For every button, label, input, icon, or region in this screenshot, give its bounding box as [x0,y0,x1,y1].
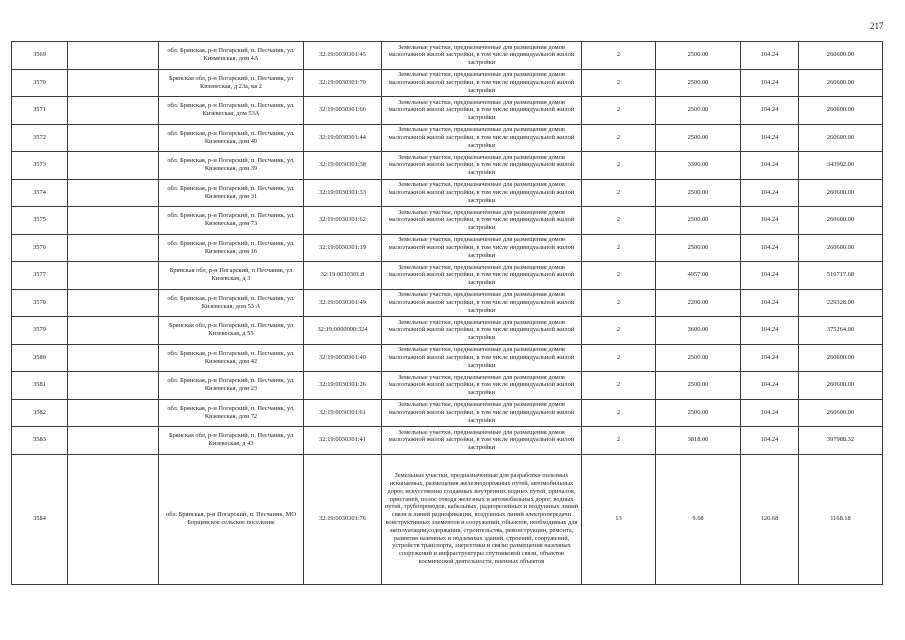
area-cell: 2500.00 [656,69,741,97]
blank-cell [68,454,159,584]
land-use-cell: Земельные участки, предназначенные для размещения домов малоэтажной жилой застройки, в том числе индивидуальной жилой застройки [382,317,582,345]
address-cell: обл. Брянская, р-н Погарский, п. Песчаник, ул. Кизевеская, дом 49 [159,124,304,152]
blank-cell [68,427,159,455]
table-row [12,399,883,427]
address-cell: обл. Брянская, р-н Погарский, п. Песчаник, ул. Кизевеская, дом 53А [159,97,304,125]
row-number-cell: 3582 [12,399,68,427]
cadastral-value-cell: 260600.00 [799,124,883,152]
group-code-cell: 2 [582,234,656,262]
blank-cell [68,152,159,180]
cadastral-value-cell: 343992.00 [799,152,883,180]
unit-value-cell: 104.24 [741,179,799,207]
area-cell: 2500.00 [656,207,741,235]
table-row [12,124,883,152]
cadastral-value-cell: 260600.00 [799,399,883,427]
area-cell: 9.68 [656,454,741,584]
row-number-cell: 3572 [12,124,68,152]
cadastral-value-cell: 260600.00 [799,179,883,207]
cadastral-number-cell: 32:19:0030301:61 [304,399,382,427]
row-number-cell: 3575 [12,207,68,235]
cadastral-value-cell: 260600.00 [799,372,883,400]
table-row [12,427,883,455]
address-cell: обл. Брянская, р-н Погарский, п. Песчаник, ул. Кизевеская, дом 42 [159,344,304,372]
unit-value-cell: 104.24 [741,124,799,152]
blank-cell [68,207,159,235]
page-number: 217 [870,21,884,31]
group-code-cell: 2 [582,69,656,97]
table-row [12,179,883,207]
group-code-cell: 2 [582,179,656,207]
area-cell: 2500.00 [656,344,741,372]
row-number-cell: 3570 [12,69,68,97]
unit-value-cell: 104.24 [741,372,799,400]
blank-cell [68,289,159,317]
group-code-cell: 2 [582,372,656,400]
area-cell: 2500.00 [656,97,741,125]
unit-value-cell: 104.24 [741,262,799,290]
land-use-cell: Земельные участки, предназначенные для размещения домов малоэтажной жилой застройки, в том числе индивидуальной жилой застройки [382,179,582,207]
unit-value-cell: 104.24 [741,399,799,427]
area-cell: 2500.00 [656,399,741,427]
row-number-cell: 3574 [12,179,68,207]
row-number-cell: 3581 [12,372,68,400]
area-cell: 4957.00 [656,262,741,290]
row-number-cell: 3576 [12,234,68,262]
row-number-cell: 3573 [12,152,68,180]
land-use-cell: Земельные участки, предназначенные для размещения домов малоэтажной жилой застройки, в том числе индивидуальной жилой застройки [382,262,582,290]
cadastral-number-cell: 32:19:0030301:49 [304,289,382,317]
cadastral-value-cell: 229328.00 [799,289,883,317]
unit-value-cell: 104.24 [741,97,799,125]
blank-cell [68,399,159,427]
land-use-cell: Земельные участки, предназначенные для размещения домов малоэтажной жилой застройки, в том числе индивидуальной жилой застройки [382,152,582,180]
group-code-cell: 2 [582,152,656,180]
cadastral-number-cell: 32:19:0030301:70 [304,69,382,97]
cadastral-number-cell: 32:19:0030301:62 [304,207,382,235]
table-row [12,42,883,70]
land-use-cell: Земельные участки, предназначенные для размещения домов малоэтажной жилой застройки, в том числе индивидуальной жилой застройки [382,97,582,125]
group-code-cell: 2 [582,262,656,290]
cadastral-value-cell: 260600.00 [799,344,883,372]
group-code-cell: 2 [582,42,656,70]
cadastral-number-cell: 32:19:0030301:45 [304,42,382,70]
address-cell: обл. Брянская, р-н Погарский, п. Песчаник, МО Борщевское сельское поселение [159,454,304,584]
land-use-cell: Земельные участки, предназначенные для размещения домов малоэтажной жилой застройки, в том числе индивидуальной жилой застройки [382,69,582,97]
blank-cell [68,97,159,125]
land-use-cell: Земельные участки, предназначенные для размещения домов малоэтажной жилой застройки, в том числе индивидуальной жилой застройки [382,207,582,235]
area-cell: 2500.00 [656,179,741,207]
land-use-cell: Земельные участки, предназначенные для размещения домов малоэтажной жилой застройки, в том числе индивидуальной жилой застройки [382,289,582,317]
row-number-cell: 3577 [12,262,68,290]
unit-value-cell: 104.24 [741,42,799,70]
cadastral-value-cell: 260600.00 [799,69,883,97]
unit-value-cell: 104.24 [741,317,799,345]
table-row [12,372,883,400]
cadastral-value-cell: 260600.00 [799,234,883,262]
table-row [12,454,883,584]
cadastral-value-cell: 260600.00 [799,42,883,70]
group-code-cell: 2 [582,289,656,317]
blank-cell [68,262,159,290]
cadastral-number-cell: 32:19:0030301:26 [304,372,382,400]
group-code-cell: 2 [582,97,656,125]
blank-cell [68,42,159,70]
cadastral-value-cell: 375264.00 [799,317,883,345]
land-use-cell: Земельные участки, предназначенные для разработки полезных ископаемых, размещения железнодорожных путей, автомобильных дорог, искусственно созданных внутренних водных путей, причалов, пристаней, полос отвода железных и автомобильных дорог, водных путей, трубопроводов, кабельных, радиорелейных и воздушных линий связи и линий радиофикации, воздушных линий электропередачи конструктивных элементов и сооружений, объектов, необходимых для эксплуатации,содержания, строительства, реконструкции, ремонта, развития наземных и подземных зданий, строений, сооружений, устройств транспорта, энергетики и связи; размещения наземных сооружений и инфраструктуры спутниковой связи, объектов космической деятельности, военных объектов [382,454,582,584]
cadastral-value-cell: 397988.32 [799,427,883,455]
table-row [12,152,883,180]
address-cell: обл. Брянская, р-н Погарский, п. Песчаник, ул. Кизевеская, дом 53 А [159,289,304,317]
table-row [12,207,883,235]
blank-cell [68,234,159,262]
unit-value-cell: 120.68 [741,454,799,584]
cadastral-number-cell: 32:19:0030301:41 [304,427,382,455]
table-row [12,344,883,372]
land-use-cell: Земельные участки, предназначенные для размещения домов малоэтажной жилой застройки, в том числе индивидуальной жилой застройки [382,42,582,70]
land-use-cell: Земельные участки, предназначенные для размещения домов малоэтажной жилой застройки, в том числе индивидуальной жилой застройки [382,234,582,262]
row-number-cell: 3580 [12,344,68,372]
group-code-cell: 2 [582,124,656,152]
group-code-cell: 2 [582,427,656,455]
address-cell: обл. Брянская, р-н Погарский, п. Песчаник, ул. Кизевеская, дом 16 [159,234,304,262]
address-cell: Брянская обл, р-н Погарский, п. Песчаник, ул Кизевеская, д 55 [159,317,304,345]
table-row [12,262,883,290]
row-number-cell: 3569 [12,42,68,70]
area-cell: 3300.00 [656,152,741,180]
row-number-cell: 3571 [12,97,68,125]
land-use-cell: Земельные участки, предназначенные для размещения домов малоэтажной жилой застройки, в том числе индивидуальной жилой застройки [382,427,582,455]
address-cell: обл. Брянская, р-н Погарский, п. Песчаник, ул. Кизевеская, дом 72 [159,399,304,427]
area-cell: 3600.00 [656,317,741,345]
group-code-cell: 2 [582,399,656,427]
blank-cell [68,179,159,207]
group-code-cell: 2 [582,344,656,372]
blank-cell [68,317,159,345]
table-row [12,234,883,262]
blank-cell [68,372,159,400]
area-cell: 2500.00 [656,42,741,70]
cadastral-number-cell: 32:19:0000000:324 [304,317,382,345]
table-row [12,289,883,317]
cadastral-value-cell: 516717.68 [799,262,883,290]
cadastral-value-cell: 1168.18 [799,454,883,584]
cadastral-number-cell: 32:19:0030301:40 [304,344,382,372]
cadastral-number-cell: 32:19:0030301:66 [304,97,382,125]
area-cell: 3818.00 [656,427,741,455]
address-cell: Брянская обл, р-н Погарский, п. Песчаник, ул Кизевеская, д 43 [159,427,304,455]
area-cell: 2500.00 [656,124,741,152]
group-code-cell: 2 [582,207,656,235]
cadastral-number-cell: 32:19:0030301:76 [304,454,382,584]
address-cell: Брянская обл, р-н Погарский, п. Песчаник, ул Кизевеская, д 23а, кв 2 [159,69,304,97]
address-cell: обл. Брянская, р-н Погарский, п. Песчаник, ул. Кизевеская, дом 39 [159,152,304,180]
row-number-cell: 3579 [12,317,68,345]
unit-value-cell: 104.24 [741,69,799,97]
blank-cell [68,344,159,372]
table-row [12,97,883,125]
cadastral-value-cell: 260600.00 [799,97,883,125]
unit-value-cell: 104.24 [741,289,799,317]
cadastral-value-cell: 260600.00 [799,207,883,235]
address-cell: Брянская обл, р-н Погарский, п Песчаник, ул Кизевская, д 3 [159,262,304,290]
unit-value-cell: 104.24 [741,207,799,235]
group-code-cell: 13 [582,454,656,584]
blank-cell [68,124,159,152]
land-use-cell: Земельные участки, предназначенные для размещения домов малоэтажной жилой застройки, в том числе индивидуальной жилой застройки [382,399,582,427]
address-cell: обл. Брянская, р-н Погарский, п. Песчаник, ул. Кизменская, дом 4А [159,42,304,70]
address-cell: обл. Брянская, р-н Погарский, п. Песчаник, ул. Кизевеская, дом 31 [159,179,304,207]
area-cell: 2200.00 [656,289,741,317]
table-row [12,69,883,97]
table-body [12,42,883,585]
area-cell: 2500.00 [656,372,741,400]
cadastral-number-cell: 32:19:0030301:33 [304,179,382,207]
address-cell: обл. Брянская, р-н Погарский, п. Песчаник, ул. Кизевеская, дом 23 [159,372,304,400]
land-use-cell: Земельные участки, предназначенные для размещения домов малоэтажной жилой застройки, в том числе индивидуальной жилой застройки [382,344,582,372]
unit-value-cell: 104.24 [741,152,799,180]
row-number-cell: 3578 [12,289,68,317]
cadastral-number-cell: 32:19:0030301:8 [304,262,382,290]
blank-cell [68,69,159,97]
unit-value-cell: 104.24 [741,234,799,262]
table-row [12,317,883,345]
cadastral-number-cell: 32:19:0030301:19 [304,234,382,262]
land-use-cell: Земельные участки, предназначенные для размещения домов малоэтажной жилой застройки, в том числе индивидуальной жилой застройки [382,372,582,400]
row-number-cell: 3584 [12,454,68,584]
land-register-table [11,41,883,585]
unit-value-cell: 104.24 [741,427,799,455]
area-cell: 2500.00 [656,234,741,262]
cadastral-number-cell: 32:19:0030301:44 [304,124,382,152]
unit-value-cell: 104.24 [741,344,799,372]
group-code-cell: 2 [582,317,656,345]
land-use-cell: Земельные участки, предназначенные для размещения домов малоэтажной жилой застройки, в том числе индивидуальной жилой застройки [382,124,582,152]
cadastral-number-cell: 32:19:0030301:38 [304,152,382,180]
address-cell: обл. Брянская, р-н Погарский, п. Песчаник, ул. Кизевеская, дом 73 [159,207,304,235]
row-number-cell: 3583 [12,427,68,455]
